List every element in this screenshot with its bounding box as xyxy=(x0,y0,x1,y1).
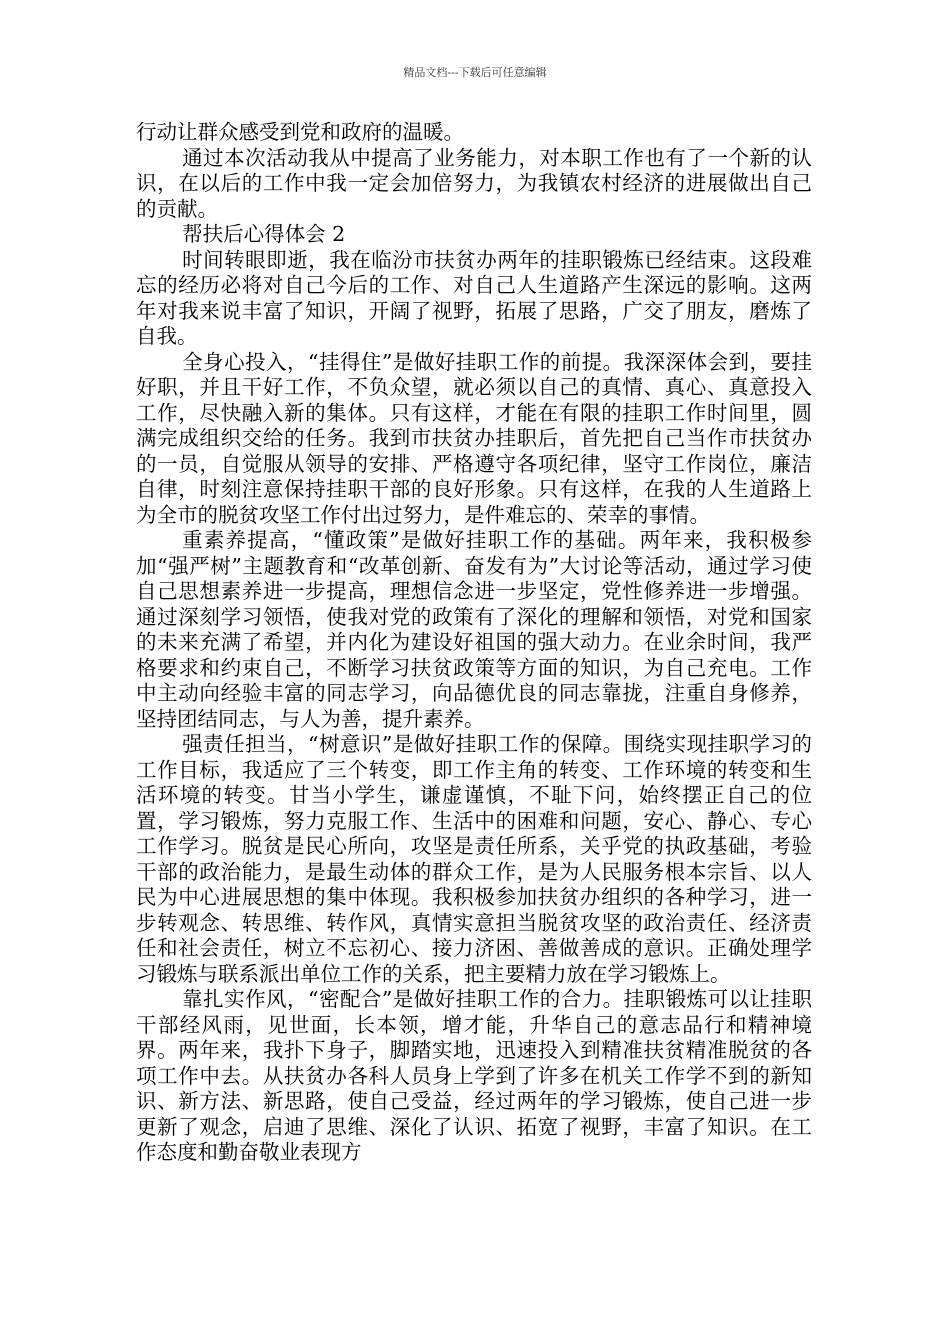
paragraph: 重素养提高，“懂政策”是做好挂职工作的基础。两年来，我积极参加“强严树”主题教育和“改革创新、奋发有为”大讨论等活动，通过学习使自己思想素养进一步提高，理想信念进一步坚定，党性修养进一步增强。通过深刻学习领悟，使我对党的政策有了深化的理解和领悟，对党和国家的未来充满了希望，并内化为建设好祖国的强大动力。在业余时间，我严格要求和约束自己，不断学习扶贫政策等方面的知识，为自己充电。工作中主动向经验丰富的同志学习，向品德优良的同志靠拢，注重自身修养，坚持团结同志，与人为善，提升素养。 xyxy=(136,528,812,731)
section-heading: 帮扶后心得体会 2 xyxy=(182,222,346,246)
paragraph: 全身心投入，“挂得住”是做好挂职工作的前提。我深深体会到，要挂好职，并且干好工作，不负众望，就必须以自己的真情、真心、真意投入工作，尽快融入新的集体。只有这样，才能在有限的挂职工作时间里，圆满完成组织交给的任务。我到市扶贫办挂职后，首先把自己当作市扶贫办的一员，自觉服从领导的安排、严格遵守各项纪律，坚守工作岗位，廉洁自律，时刻注意保持挂职干部的良好形象。只有这样，在我的人生道路上为全市的脱贫攻坚工作付出过努力，是件难忘的、荣幸的事情。 xyxy=(136,349,812,527)
paragraph: 通过本次活动我从中提高了业务能力，对本职工作也有了一个新的认识，在以后的工作中我一定会加倍努力，为我镇农村经济的进展做出自己的贡献。 xyxy=(136,145,812,221)
paragraph: 强责任担当，“树意识”是做好挂职工作的保障。围绕实现挂职学习的工作目标，我适应了三个转变，即工作主角的转变、工作环境的转变和生活环境的转变。甘当小学生，谦虚谨慎，不耻下问，始终摆正自己的位置，学习锻炼，努力克服工作、生活中的困难和问题，安心、静心、专心工作学习。脱贫是民心所向，攻坚是责任所系，关乎党的执政基础，考验干部的政治能力，是最生动体的群众工作，是为人民服务根本宗旨、以人民为中心进展思想的集中体现。我积极参加扶贫办组织的各种学习，进一步转观念、转思维、转作风，真情实意担当脱贫攻坚的政治责任、经济责任和社会责任，树立不忘初心、接力济困、善做善成的意识。正确处理学习锻炼与联系派出单位工作的关系，把主要精力放在学习锻炼上。 xyxy=(136,732,812,986)
page-header: 精品文档---下载后可任意编辑 xyxy=(403,66,547,79)
paragraph: 时间转眼即逝，我在临汾市扶贫办两年的挂职锻炼已经结束。这段难忘的经历必将对自己今后的工作、对自己人生道路产生深远的影响。这两年对我来说丰富了知识，开阔了视野，拓展了思路，广交了朋友，磨炼了自我。 xyxy=(136,247,812,348)
paragraph-continuation: 行动让群众感受到党和政府的温暖。 xyxy=(136,120,464,144)
paragraph: 靠扎实作风，“密配合”是做好挂职工作的合力。挂职锻炼可以让挂职干部经风雨，见世面，长本领，增才能，升华自己的意志品行和精神境界。两年来，我扑下身子，脚踏实地，迅速投入到精准扶贫精准脱贫的各项工作中去。从扶贫办各科人员身上学到了许多在机关工作学不到的新知识、新方法、新思路，使自己受益，经过两年的学习锻炼，使自己进一步更新了观念，启迪了思维、深化了认识、拓宽了视野，丰富了知识。在工作态度和勤奋敬业表现方 xyxy=(136,987,812,1164)
document-body xyxy=(136,120,812,1166)
